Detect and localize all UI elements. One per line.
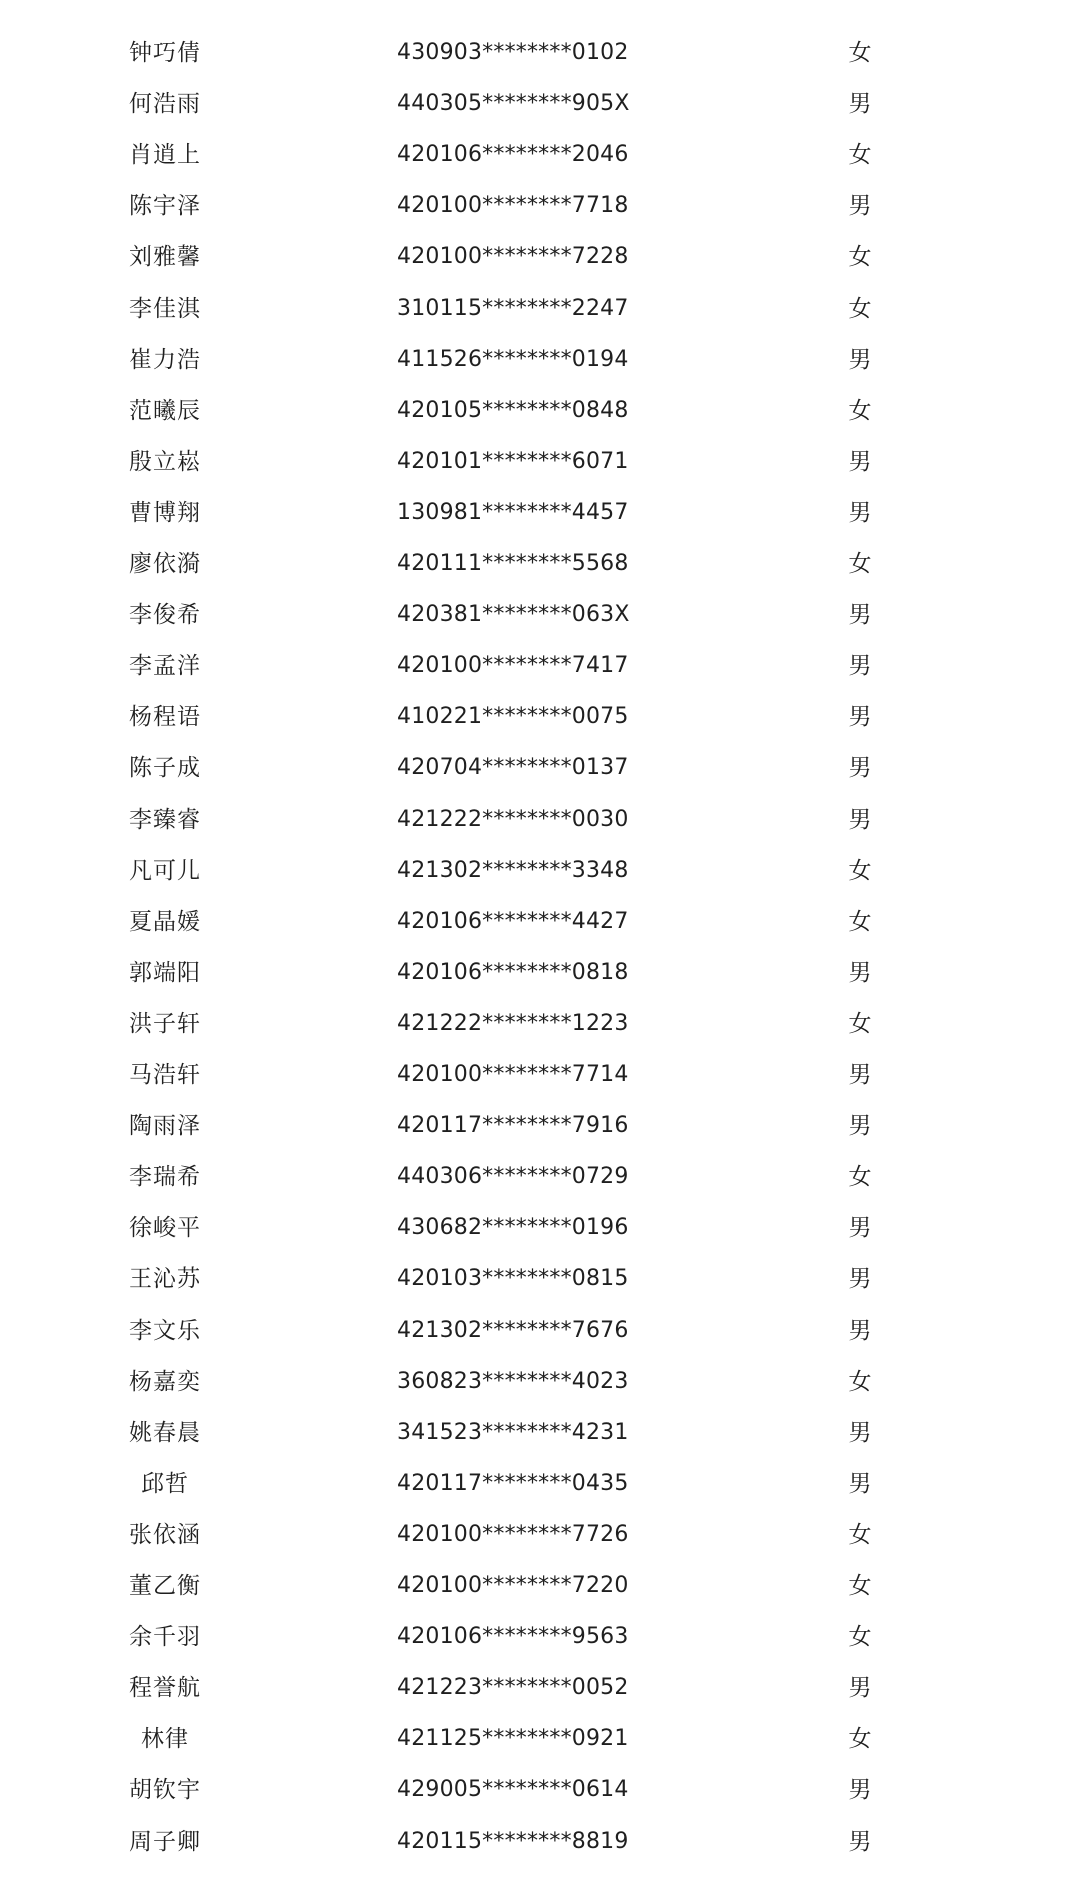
table-row <box>0 748 1080 788</box>
gender: 女 <box>848 1521 872 1548</box>
table-row <box>0 953 1080 993</box>
gender: 男 <box>848 499 872 526</box>
gender: 男 <box>848 1317 872 1344</box>
id-number: 410221********0075 <box>397 704 629 730</box>
id-number: 420106********4427 <box>397 908 629 934</box>
id-number: 421302********3348 <box>397 857 629 883</box>
id-number: 420704********0137 <box>397 755 629 781</box>
table-row <box>0 1311 1080 1351</box>
gender: 男 <box>848 653 872 680</box>
table-row <box>0 595 1080 635</box>
id-number: 420117********0435 <box>397 1470 629 1496</box>
student-name: 陈宇泽 <box>129 193 201 220</box>
gender: 男 <box>848 1828 872 1855</box>
student-name: 董乙衡 <box>129 1573 201 1599</box>
table-row <box>0 646 1080 686</box>
student-name: 周子卿 <box>129 1828 201 1855</box>
gender: 男 <box>848 448 872 475</box>
student-name: 钟巧倩 <box>129 40 201 66</box>
student-name: 杨程语 <box>129 704 201 731</box>
gender: 女 <box>848 295 872 322</box>
table-row <box>0 442 1080 482</box>
id-number: 420115********8819 <box>397 1828 629 1854</box>
table-row <box>0 84 1080 124</box>
table-row <box>0 1413 1080 1453</box>
id-number: 421223********0052 <box>397 1675 629 1701</box>
table-row <box>0 1157 1080 1197</box>
table-row <box>0 135 1080 175</box>
table-row <box>0 1259 1080 1299</box>
id-number: 420103********0815 <box>397 1266 629 1292</box>
id-number: 420100********7417 <box>397 653 629 679</box>
table-row <box>0 1055 1080 1095</box>
id-number: 411526********0194 <box>397 346 629 372</box>
student-name: 范曦辰 <box>129 397 201 424</box>
student-name: 张依涵 <box>129 1521 201 1548</box>
gender: 女 <box>848 857 872 884</box>
table-row <box>0 493 1080 533</box>
gender: 女 <box>848 40 872 66</box>
student-name: 殷立崧 <box>129 448 201 475</box>
id-number: 420100********7228 <box>397 244 629 270</box>
table-row <box>0 33 1080 73</box>
gender: 男 <box>848 1419 872 1446</box>
gender: 男 <box>848 602 872 629</box>
table-row <box>0 1106 1080 1146</box>
id-number: 420100********7726 <box>397 1521 629 1547</box>
gender: 男 <box>848 1470 872 1497</box>
gender: 女 <box>848 1726 872 1753</box>
table-row <box>0 800 1080 840</box>
student-name: 林律 <box>141 1726 189 1753</box>
gender: 男 <box>848 959 872 986</box>
student-name: 刘雅馨 <box>129 244 201 271</box>
gender: 女 <box>848 397 872 424</box>
id-number: 420105********0848 <box>397 397 629 423</box>
student-name: 崔力浩 <box>129 346 201 373</box>
id-number: 421302********7676 <box>397 1317 629 1343</box>
gender: 男 <box>848 755 872 782</box>
table-row <box>0 1464 1080 1504</box>
table-row <box>0 1770 1080 1810</box>
student-name: 曹博翔 <box>129 499 201 526</box>
student-name: 王沁苏 <box>129 1266 201 1293</box>
id-number: 429005********0614 <box>397 1777 629 1803</box>
id-number: 420106********2046 <box>397 142 629 168</box>
student-name: 徐峻平 <box>129 1215 201 1242</box>
gender: 男 <box>848 1675 872 1702</box>
student-name: 郭端阳 <box>129 959 201 986</box>
gender: 女 <box>848 142 872 169</box>
table-row <box>0 697 1080 737</box>
gender: 男 <box>848 806 872 833</box>
gender: 女 <box>848 1010 872 1037</box>
gender: 女 <box>848 908 872 935</box>
student-name: 胡钦宇 <box>129 1777 201 1804</box>
gender: 女 <box>848 1368 872 1395</box>
student-name: 陈子成 <box>129 755 201 782</box>
table-row <box>0 289 1080 329</box>
id-number: 130981********4457 <box>397 499 629 525</box>
table-row <box>0 1822 1080 1862</box>
table-row <box>0 1004 1080 1044</box>
student-name: 李佳淇 <box>129 295 201 322</box>
id-number: 420111********5568 <box>397 551 629 576</box>
student-name: 李文乐 <box>129 1317 201 1344</box>
student-name: 陶雨泽 <box>129 1113 201 1140</box>
id-number: 420381********063X <box>397 602 630 628</box>
student-name: 李俊希 <box>129 602 201 629</box>
table-row <box>0 1719 1080 1759</box>
student-name: 李孟洋 <box>129 653 201 680</box>
student-name: 凡可儿 <box>129 857 201 884</box>
table-row <box>0 544 1080 584</box>
id-number: 420100********7718 <box>397 193 629 219</box>
id-number: 420100********7220 <box>397 1573 629 1598</box>
table-row <box>0 1566 1080 1606</box>
table-row <box>0 851 1080 891</box>
id-number: 421125********0921 <box>397 1726 629 1752</box>
table-row <box>0 340 1080 380</box>
gender: 女 <box>848 244 872 271</box>
gender: 男 <box>848 193 872 220</box>
student-name: 马浩轩 <box>129 1062 201 1088</box>
gender: 男 <box>848 1215 872 1242</box>
student-name: 肖逍上 <box>129 142 201 169</box>
table-row <box>0 1617 1080 1657</box>
id-number: 420100********7714 <box>397 1062 629 1087</box>
gender: 男 <box>848 1266 872 1293</box>
gender: 男 <box>848 91 872 118</box>
table-row <box>0 1208 1080 1248</box>
table-row <box>0 1668 1080 1708</box>
id-number: 420101********6071 <box>397 448 629 474</box>
table-row <box>0 1362 1080 1402</box>
student-name: 杨嘉奕 <box>129 1368 201 1395</box>
id-number: 440305********905X <box>397 91 630 117</box>
student-name: 洪子轩 <box>129 1010 201 1037</box>
table-row <box>0 186 1080 226</box>
id-number: 310115********2247 <box>397 295 629 321</box>
id-number: 430682********0196 <box>397 1215 629 1241</box>
student-name: 李臻睿 <box>129 806 201 833</box>
gender: 女 <box>848 551 872 577</box>
id-number: 360823********4023 <box>397 1368 629 1394</box>
table-row <box>0 902 1080 942</box>
id-number: 440306********0729 <box>397 1164 629 1190</box>
table-row <box>0 1515 1080 1555</box>
id-number: 420117********7916 <box>397 1113 629 1139</box>
table-row <box>0 391 1080 431</box>
gender: 男 <box>848 1777 872 1804</box>
gender: 女 <box>848 1573 872 1599</box>
id-number: 341523********4231 <box>397 1419 629 1445</box>
student-name: 姚春晨 <box>129 1419 201 1446</box>
gender: 女 <box>848 1164 872 1191</box>
id-number: 420106********9563 <box>397 1624 629 1650</box>
gender: 男 <box>848 346 872 373</box>
student-name: 廖依漪 <box>129 551 201 577</box>
gender: 女 <box>848 1624 872 1651</box>
student-name: 李瑞希 <box>129 1164 201 1191</box>
id-number: 420106********0818 <box>397 959 629 985</box>
id-number: 430903********0102 <box>397 40 629 65</box>
student-name: 程誉航 <box>129 1675 201 1702</box>
student-name: 邱哲 <box>141 1470 189 1497</box>
gender: 男 <box>848 1113 872 1140</box>
gender: 男 <box>848 704 872 731</box>
student-name: 何浩雨 <box>129 91 201 118</box>
gender: 男 <box>848 1062 872 1088</box>
id-number: 421222********1223 <box>397 1010 629 1036</box>
student-name: 余千羽 <box>129 1624 201 1651</box>
student-name: 夏晶媛 <box>129 908 201 935</box>
table-row <box>0 237 1080 277</box>
id-number: 421222********0030 <box>397 806 629 832</box>
